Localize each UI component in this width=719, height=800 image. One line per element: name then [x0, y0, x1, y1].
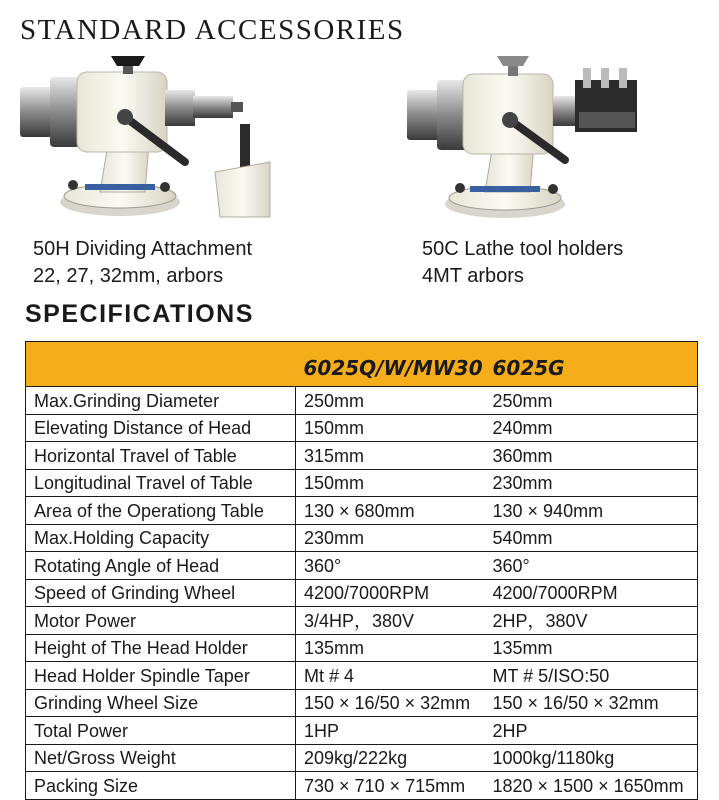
cell-value: 1000kg/1180kg: [493, 744, 698, 772]
cell-value: 2HP: [493, 717, 698, 745]
accessory-name: 50C Lathe tool holders: [422, 238, 624, 260]
table-row: [26, 634, 698, 662]
cell-value: 315mm: [296, 442, 493, 470]
cell-value: 4200/7000RPM: [296, 579, 493, 607]
table-row: [26, 717, 698, 745]
dividing-attachment-image: [15, 52, 280, 224]
cell-value: 360mm: [493, 442, 698, 470]
cell-value: 3/4HP，380V: [296, 607, 493, 635]
row-label: Longitudinal Travel of Table: [26, 469, 296, 497]
cell-value: 150 × 16/50 × 32mm: [493, 689, 698, 717]
table-row: [26, 442, 698, 470]
cell-value: 360°: [493, 552, 698, 580]
cell-value: 540mm: [493, 524, 698, 552]
cell-value: 130 × 940mm: [493, 497, 698, 525]
table-row: [26, 469, 698, 497]
table-row: [26, 607, 698, 635]
cell-value: 250mm: [493, 387, 698, 415]
row-label: Net/Gross Weight: [26, 744, 296, 772]
row-label: Motor Power: [26, 607, 296, 635]
header-blank-cell: [26, 342, 296, 387]
row-label: Max.Grinding Diameter: [26, 387, 296, 415]
table-row: [26, 524, 698, 552]
cell-value: 150mm: [296, 469, 493, 497]
table-row: [26, 497, 698, 525]
row-label: Elevating Distance of Head: [26, 414, 296, 442]
table-row: [26, 579, 698, 607]
cell-value: Mt # 4: [296, 662, 493, 690]
cell-value: 135mm: [493, 634, 698, 662]
cell-value: 230mm: [493, 469, 698, 497]
table-row: [26, 772, 698, 800]
row-label: Height of The Head Holder: [26, 634, 296, 662]
row-label: Speed of Grinding Wheel: [26, 579, 296, 607]
table-header-row: [26, 342, 698, 387]
cell-value: 240mm: [493, 414, 698, 442]
cell-value: 1820 × 1500 × 1650mm: [493, 772, 698, 800]
lathe-tool-holder-image: [405, 52, 645, 224]
table-row: [26, 552, 698, 580]
row-label: Area of the Operationg Table: [26, 497, 296, 525]
cell-value: 130 × 680mm: [296, 497, 493, 525]
accessory-caption-dividing: [33, 236, 252, 290]
page-title: STANDARD ACCESSORIES: [20, 14, 405, 46]
row-label: Max.Holding Capacity: [26, 524, 296, 552]
cell-value: 2HP，380V: [493, 607, 698, 635]
cell-value: 360°: [296, 552, 493, 580]
accessory-detail: 22, 27, 32mm, arbors: [33, 265, 224, 287]
specifications-title: SPECIFICATIONS: [25, 300, 254, 328]
column-header: 6025G: [493, 342, 698, 387]
row-label: Packing Size: [26, 772, 296, 800]
row-label: Grinding Wheel Size: [26, 689, 296, 717]
cell-value: 230mm: [296, 524, 493, 552]
accessory-name: 50H Dividing Attachment: [33, 238, 253, 260]
cell-value: 209kg/222kg: [296, 744, 493, 772]
column-header: 6025Q/W/MW30: [296, 342, 493, 387]
cell-value: 150 × 16/50 × 32mm: [296, 689, 493, 717]
row-label: Rotating Angle of Head: [26, 552, 296, 580]
accessory-detail: 4MT arbors: [422, 265, 524, 287]
table-row: [26, 689, 698, 717]
cell-value: 135mm: [296, 634, 493, 662]
row-label: Horizontal Travel of Table: [26, 442, 296, 470]
accessory-caption-lathe: [422, 236, 623, 290]
table-row: [26, 744, 698, 772]
cell-value: 150mm: [296, 414, 493, 442]
cell-value: MT # 5/ISO:50: [493, 662, 698, 690]
table-row: [26, 414, 698, 442]
cell-value: 4200/7000RPM: [493, 579, 698, 607]
cell-value: 250mm: [296, 387, 493, 415]
cell-value: 1HP: [296, 717, 493, 745]
cell-value: 730 × 710 × 715mm: [296, 772, 493, 800]
table-row: [26, 662, 698, 690]
row-label: Total Power: [26, 717, 296, 745]
specifications-table: [25, 341, 698, 800]
row-label: Head Holder Spindle Taper: [26, 662, 296, 690]
table-row: [26, 387, 698, 415]
